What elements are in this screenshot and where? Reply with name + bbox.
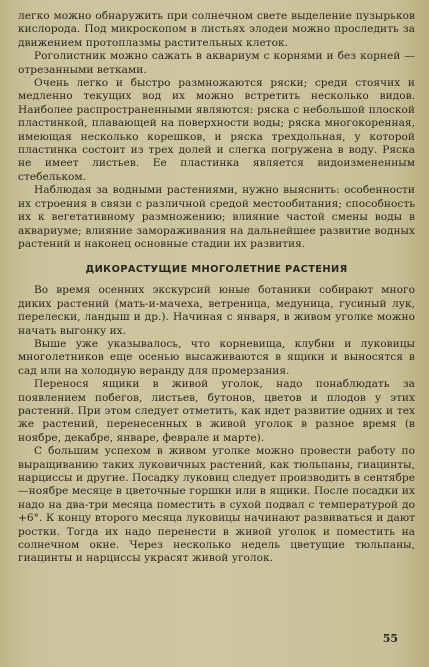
paragraph-observation: Наблюдая за водными растениями, нужно выяснить: особенности их строения в связи с различной средой местообитания; способность их к вегетативному размножению; влияние частой смены воды в аквариуме; влияние замораживания на дальнейшее развитие водных растений и наконец основные стадии их развития. [18, 184, 415, 250]
paragraph-excursions: Во время осенних экскурсий юные ботаники собирают много диких растений (мать-и-мачеха, ветреница, медуница, гусиный лук, перелески, ландыш и др.). Начиная с января, в живом уголке можно начать выгонку их. [18, 284, 415, 337]
paragraph-duckweed: Очень легко и быстро размножаются ряски; среди стоячих и медленно текущих вод их можно встретить несколько видов. Наиболее распространенными являются: ряска с небольшой плоской пластинкой, плавающей на поверхности воды; ряска многокоренная, имеющая несколько корешков, и ряска трехдольная, у которой пластинка состоит из трех долей и слегка погружена в воду. Ряска не имеет листьев. Ее пластинка является видоизмененным стебельком. [18, 77, 415, 183]
paragraph-rhizomes: Выше уже указывалось, что корневища, клубни и луковицы многолетников еще осенью высаживаются в ящики и выносятся в сад или на холодную веранду для промерзания. [18, 337, 415, 377]
paragraph-hornwort: Роголистник можно сажать в аквариум с корнями и без корней — отрезанными ветками. [18, 50, 415, 76]
paragraph-bulbs: С большим успехом в живом уголке можно провести работу по выращиванию таких луковичных растений, как тюльпаны, гиацинты, нарциссы и другие. Посадку луковиц следует производить в сентябре—ноябре месяце в цветочные горшки или в ящики. После посадки их надо на два-три месяца поместить в сухой подвал с температурой до +6°. К концу второго месяца луковицы начинают развиваться и дают ростки. Тогда их надо перенести в живой уголок и поместить на солнечном окне. Через несколько недель цветущие тюльпаны, гиацинты и нарциссы украсят живой уголок. [18, 445, 415, 565]
section-heading: ДИКОРАСТУЩИЕ МНОГОЛЕТНИЕ РАСТЕНИЯ [85, 264, 348, 276]
page-number: 55 [382, 632, 398, 645]
paragraph-continuation: легко можно обнаружить при солнечном свете выделение пузырьков кислорода. Под микроскопом в листьях элодеи можно проследить за движением протоплазмы растительных клеток. [18, 10, 415, 49]
paragraph-boxes: Перенося ящики в живой уголок, надо понаблюдать за появлением побегов, листьев, бутонов, цветов и плодов у этих растений. При этом следует отметить, как идет развитие одних и тех же растений, перенесенных в живой уголок в разное время (в ноябре, декабре, январе, феврале и марте). [18, 378, 415, 444]
